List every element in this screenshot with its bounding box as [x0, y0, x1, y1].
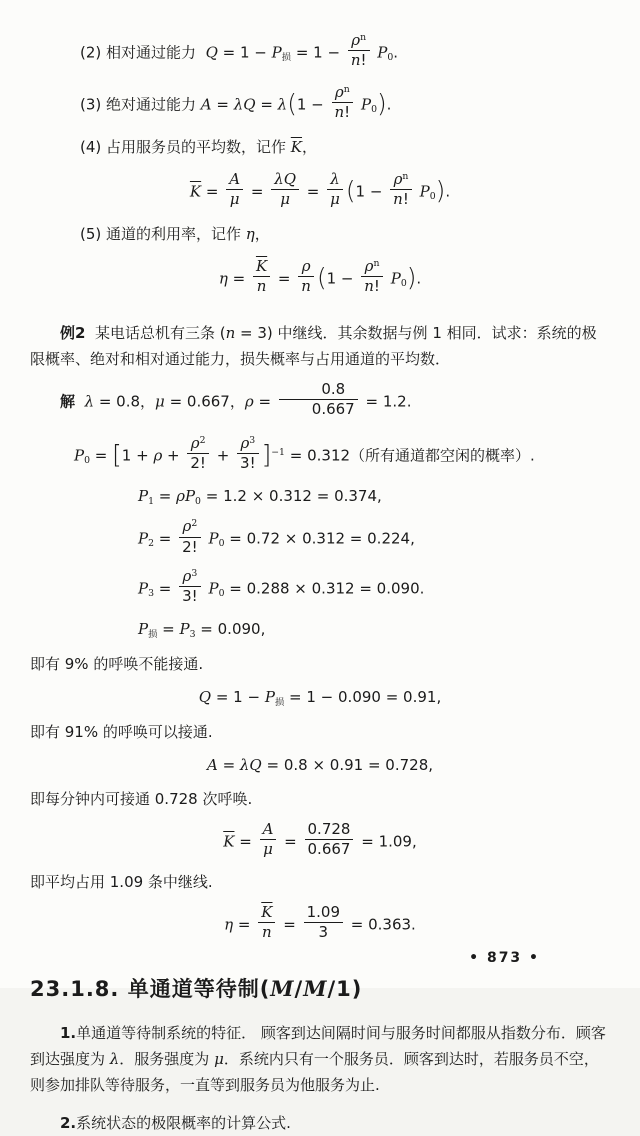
text-run: 1.09: [306, 903, 340, 921]
math-fraction: [258, 904, 275, 942]
fraction-denominator: [332, 103, 354, 121]
math-variable: P: [208, 529, 219, 548]
fraction-denominator: [361, 277, 383, 295]
math-superscript: n: [343, 83, 350, 95]
fraction-numerator: [253, 258, 270, 277]
math-subscript: 0: [218, 587, 225, 599]
text-run: = 0.312（所有通道都空闲的概率）.: [284, 445, 535, 464]
fraction-denominator: [237, 454, 259, 472]
text-run: .: [393, 43, 399, 62]
text-run: [75, 392, 85, 410]
text-run: =: [154, 579, 177, 597]
math-variable: A: [206, 756, 218, 775]
text-run: !: [402, 190, 409, 208]
bold-text-run: 1.: [60, 1023, 77, 1042]
math-fraction: [187, 435, 209, 473]
math-variable: μ: [280, 190, 290, 208]
text-run: ．服务强度为: [119, 1050, 215, 1069]
text-run: 2!: [182, 537, 198, 556]
math-subscript: 损: [274, 697, 285, 709]
bold-text-run: 解: [60, 392, 76, 411]
math-subscript: 0: [400, 278, 407, 290]
note-91-percent: [30, 722, 610, 744]
text-run: =: [278, 915, 301, 934]
fraction-numerator: [390, 171, 412, 190]
math-subscript: 损: [148, 629, 158, 641]
math-superscript: −1: [271, 446, 285, 458]
math-fraction: [260, 821, 277, 859]
math-variable: ρ: [364, 257, 374, 275]
fraction-numerator: [260, 821, 277, 840]
math-variable: ρP: [176, 487, 196, 505]
text-run: 1 +: [121, 445, 154, 464]
math-superscript: 2: [191, 518, 198, 530]
math-variable: η: [224, 915, 234, 934]
math-variable: μ: [155, 392, 165, 411]
math-subscript: 0: [195, 495, 201, 507]
math-fraction: [332, 84, 354, 122]
math-subscript: 0: [429, 190, 436, 202]
math-fraction: [226, 171, 243, 209]
fraction-numerator: [179, 518, 201, 537]
math-big-bracket: (: [316, 263, 327, 293]
fraction-numerator: [179, 568, 201, 587]
math-variable: λQ: [239, 756, 262, 775]
formula-kbar-value: [30, 819, 610, 861]
math-fraction: [304, 904, 343, 942]
page-number: • 873 •: [469, 950, 540, 966]
text-run: = 1 −: [217, 43, 272, 62]
math-variable: n: [350, 51, 361, 70]
text-run: .: [416, 269, 422, 288]
text-run: =: [201, 182, 224, 200]
fraction-denominator: [179, 587, 201, 605]
math-superscript: 2: [199, 434, 206, 446]
math-variable: P: [208, 579, 219, 597]
math-variable: λQ: [233, 94, 256, 113]
math-variable: ρ: [240, 433, 250, 452]
math-variable: Q: [205, 43, 218, 62]
document-body: [30, 31, 610, 1136]
math-variable: P: [138, 487, 149, 505]
fraction-numerator: [237, 435, 259, 454]
item-5-utilization: [80, 224, 610, 246]
math-fraction: [179, 518, 201, 556]
fraction-denominator: [253, 277, 270, 295]
text-run: 3!: [240, 453, 256, 472]
math-variable: λ: [84, 392, 95, 411]
math-subscript: 3: [148, 587, 155, 599]
fraction-denominator: [304, 923, 343, 941]
fraction-denominator: [390, 190, 412, 208]
math-overline-variable: $\overline{K}$: [261, 903, 273, 921]
math-variable: λ: [109, 1050, 120, 1069]
math-variable: ρ: [244, 392, 254, 411]
text-run: =: [253, 392, 276, 411]
text-run: !: [373, 277, 380, 296]
text-run: ．系统内只有一个服务员．顾客到达时，若服务员不空，则参加排队等待服务，一直等到服务员为他服务为止.: [30, 1050, 599, 1095]
text-run: 某电话总机有三条 (: [85, 323, 226, 342]
text-run: = 0.363.: [346, 915, 416, 934]
fraction-numerator: [304, 904, 343, 923]
math-fraction: [305, 821, 354, 859]
note-9-percent: [30, 654, 610, 676]
text-run: =: [90, 445, 113, 464]
fraction-numerator: [187, 435, 209, 454]
text-run: 23.1.8. 单通道等待制(: [30, 976, 271, 1001]
text-run: 0.8: [321, 380, 346, 398]
math-fraction: [348, 32, 370, 70]
text-run: = 1 −: [211, 688, 265, 707]
math-variable: P: [179, 620, 190, 639]
para-2-limit-prob: [30, 1110, 610, 1136]
math-fraction: [361, 258, 383, 296]
math-variable: P: [264, 688, 275, 707]
math-variable: P: [271, 43, 282, 62]
text-run: .: [445, 182, 451, 200]
math-variable: P: [138, 620, 149, 639]
math-subscript: 1: [148, 495, 155, 507]
math-variable: ρ: [182, 566, 192, 585]
text-run: = 1.2.: [360, 392, 412, 411]
text-run: 0.667: [307, 840, 351, 858]
math-variable: ρ: [351, 31, 361, 49]
text-run: (2) 相对通过能力: [80, 43, 206, 62]
math-variable: n: [225, 323, 236, 342]
text-run: 3!: [182, 587, 198, 605]
text-run: =: [279, 832, 302, 850]
bold-text-run: 2.: [60, 1113, 77, 1132]
math-subscript: 0: [84, 454, 91, 466]
math-variable: n: [301, 277, 311, 296]
math-fraction: [279, 381, 358, 419]
math-superscript: 3: [249, 434, 256, 446]
text-run: =: [234, 832, 257, 850]
example-2-paragraph: [30, 320, 610, 373]
text-run: .: [386, 94, 392, 113]
note-0728-calls: [30, 789, 610, 811]
fraction-denominator: [260, 840, 277, 858]
section-heading: [30, 974, 610, 1004]
text-run: =: [157, 620, 180, 639]
fraction-numerator: [271, 171, 299, 190]
math-variable: λ: [330, 169, 340, 188]
text-run: 即有 91% 的呼唤可以接通.: [30, 722, 213, 741]
fraction-numerator: [226, 171, 243, 190]
math-variable: P: [360, 94, 372, 113]
math-superscript: 3: [191, 567, 198, 579]
math-overline-variable: $\overline{K}$: [290, 138, 303, 156]
math-fraction: [327, 171, 343, 209]
formula-eta: [30, 257, 610, 298]
math-variable: ρ: [393, 169, 403, 188]
text-run: (4) 占用服务员的平均数，记作: [80, 138, 291, 156]
math-variable: P: [138, 579, 149, 597]
fraction-numerator: [258, 904, 275, 923]
text-run: = 1.2 × 0.312 = 0.374,: [200, 487, 382, 505]
math-subscript: 2: [148, 538, 155, 550]
text-run: 1 −: [296, 94, 329, 113]
text-run: =: [154, 487, 177, 505]
text-run: = 0.090,: [195, 620, 266, 639]
math-variable: n: [256, 277, 267, 296]
math-superscript: n: [373, 257, 380, 269]
formula-p2: [138, 517, 610, 558]
math-variable: n: [364, 277, 374, 296]
math-variable: μ: [330, 190, 340, 208]
math-big-bracket: (: [345, 175, 356, 205]
fraction-denominator: [258, 923, 275, 941]
text-run: = 0.288 × 0.312 = 0.090.: [224, 579, 425, 597]
fraction-numerator: [298, 258, 314, 277]
text-run: (3) 绝对通过能力: [80, 94, 201, 113]
math-big-bracket: [: [112, 439, 122, 469]
text-run: 单通道等待制系统的特征． 顾客到达间隔时间与服务时间都服从指数分布．顾客到达强度为: [30, 1023, 606, 1069]
item-2-relative-capacity: [80, 31, 610, 72]
fraction-denominator: [348, 51, 370, 69]
text-run: +: [162, 445, 185, 464]
math-variable: n: [393, 190, 403, 208]
fraction-denominator: [226, 190, 243, 208]
text-run: /1): [327, 976, 363, 1001]
text-run: 即平均占用 1.09 条中继线.: [30, 873, 213, 892]
fraction-denominator: [327, 190, 343, 208]
item-3-absolute-capacity: [80, 82, 610, 124]
math-subscript: 0: [218, 538, 225, 550]
math-variable: ρ: [153, 445, 163, 464]
text-run: =: [255, 94, 278, 113]
math-variable: P: [74, 445, 85, 464]
text-run: = 1 − 0.090 = 0.91,: [284, 688, 442, 707]
math-big-bracket: ): [435, 175, 446, 205]
formula-kbar: [30, 169, 610, 211]
math-variable: η: [245, 225, 255, 244]
math-variable: P: [390, 269, 401, 288]
text-run: !: [360, 51, 367, 70]
math-overline-variable: $\overline{K}$: [223, 832, 235, 850]
text-run: ，: [302, 138, 318, 156]
text-run: !: [344, 102, 351, 121]
text-run: = 0.72 × 0.312 = 0.224,: [224, 529, 415, 548]
fraction-numerator: [305, 821, 354, 840]
fraction-numerator: [327, 171, 343, 190]
math-variable: μ: [229, 190, 240, 208]
formula-p1: [138, 486, 610, 508]
math-big-bracket: ): [406, 263, 417, 293]
fraction-numerator: [348, 32, 370, 51]
math-superscript: n: [402, 170, 409, 182]
text-run: =: [154, 529, 177, 548]
text-run: +: [211, 445, 235, 464]
math-variable: μ: [263, 840, 273, 858]
math-variable: M: [270, 975, 295, 1001]
math-variable: ρ: [182, 517, 192, 536]
formula-p0: [74, 433, 610, 475]
text-run: = 1 −: [291, 43, 345, 62]
math-variable: P: [138, 529, 149, 548]
text-run: 1 −: [326, 269, 359, 288]
fraction-numerator: [279, 381, 358, 400]
math-fraction: [390, 171, 412, 209]
math-overline-variable: $\overline{K}$: [189, 182, 202, 200]
fraction-denominator: [271, 190, 299, 208]
math-big-bracket: ]: [261, 439, 272, 469]
math-subscript: 0: [371, 103, 377, 115]
math-variable: A: [229, 169, 241, 188]
math-variable: λQ: [274, 169, 296, 188]
math-subscript: 损: [281, 52, 292, 64]
text-run: =: [227, 269, 250, 288]
math-big-bracket: (: [287, 88, 297, 118]
math-variable: P: [419, 182, 430, 200]
math-subscript: 0: [387, 52, 394, 64]
text-run: ，: [254, 225, 270, 244]
formula-p3: [138, 566, 610, 608]
math-fraction: [253, 258, 270, 296]
math-fraction: [298, 258, 314, 296]
text-run: =: [211, 94, 234, 113]
fraction-numerator: [332, 84, 354, 103]
bold-text-run: 例2: [60, 323, 86, 342]
math-fraction: [237, 435, 259, 473]
math-variable: A: [262, 819, 274, 838]
formula-q: [30, 687, 610, 709]
text-run: = 0.667，: [164, 392, 245, 411]
fraction-numerator: [361, 258, 383, 277]
math-variable: η: [218, 269, 228, 288]
text-run: =: [217, 756, 240, 775]
fraction-denominator: [305, 840, 354, 858]
text-run: = 0.8 × 0.91 = 0.728,: [261, 756, 434, 775]
text-run: 即有 9% 的呼唤不能接通.: [30, 654, 204, 673]
text-run: =: [233, 915, 256, 934]
text-run: =: [273, 269, 296, 288]
fraction-denominator: [179, 538, 201, 556]
text-run: = 3) 中继线．其余数据与例 1 相同．试求：系统的极限概率、绝对和相对通过能力，损失概率与占用通道的平均数．: [30, 323, 597, 368]
text-run: (5) 通道的利用率，记作: [80, 225, 246, 244]
math-variable: ρ: [190, 433, 200, 452]
math-variable: Q: [198, 688, 212, 707]
text-run: 1 −: [355, 182, 388, 200]
text-run: 即每分钟内可接通 0.728 次呼唤.: [30, 790, 253, 808]
math-big-bracket: ): [376, 88, 387, 118]
text-run: =: [246, 182, 269, 200]
para-1-characteristics: [30, 1020, 610, 1099]
formula-a: [30, 755, 610, 777]
math-variable: ρ: [334, 82, 344, 101]
fraction-denominator: [279, 400, 358, 418]
text-run: 0.667: [311, 400, 355, 419]
math-variable: λ: [277, 94, 288, 113]
math-fraction: [271, 171, 299, 209]
math-variable: M: [303, 975, 328, 1001]
item-4-avg-busy-servers: [80, 137, 610, 159]
note-109-lines: [30, 872, 610, 894]
formula-ploss: [138, 619, 610, 641]
fraction-denominator: [187, 454, 209, 472]
math-superscript: n: [360, 31, 367, 43]
math-variable: n: [334, 102, 345, 121]
text-run: 0.728: [307, 819, 351, 838]
text-run: /: [294, 976, 304, 1001]
text-run: = 0.8，: [94, 392, 156, 411]
text-run: =: [302, 182, 325, 200]
math-variable: μ: [214, 1050, 224, 1069]
text-run: 系统状态的极限概率的计算公式.: [76, 1113, 291, 1132]
math-fraction: [179, 568, 201, 606]
math-overline-variable: $\overline{K}$: [255, 257, 268, 275]
fraction-denominator: [298, 277, 314, 295]
text-run: 3: [318, 923, 329, 942]
math-variable: ρ: [301, 257, 311, 275]
math-subscript: 3: [189, 629, 196, 641]
formula-eta-value: [30, 903, 610, 944]
solution-line: [30, 380, 610, 421]
text-run: = 1.09,: [356, 832, 417, 850]
text-run: 2!: [190, 453, 206, 472]
math-variable: A: [200, 94, 212, 113]
math-variable: P: [377, 43, 388, 62]
math-variable: n: [262, 923, 272, 942]
